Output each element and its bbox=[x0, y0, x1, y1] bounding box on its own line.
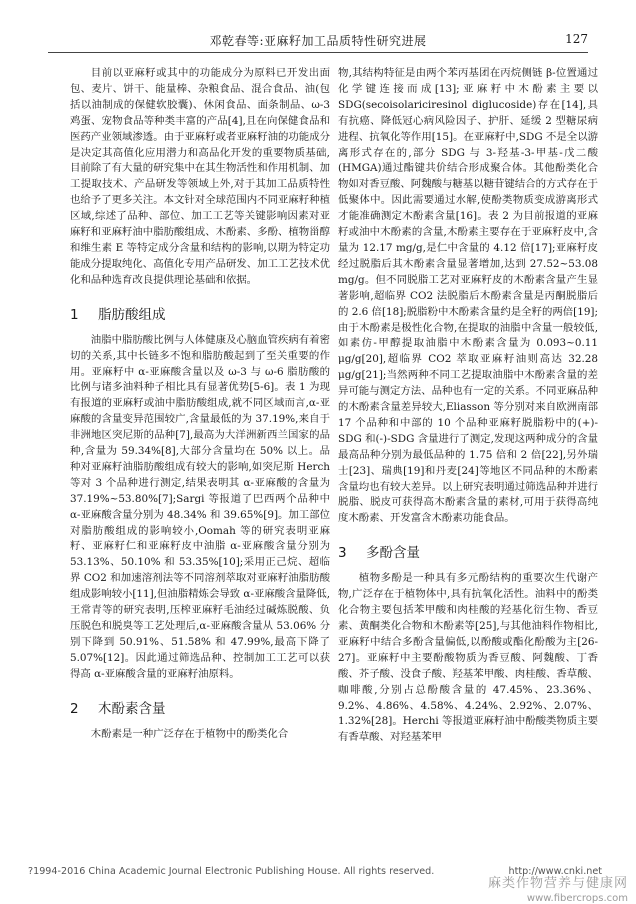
right-column bbox=[338, 66, 598, 746]
body-paragraph: 植物多酚是一种具有多元酚结构的重要次生代谢产物,广泛存在于植物体中,具有抗氧化活性。油料中的酚类化合物主要包括苯甲酸和肉桂酸的羟基化衍生物、香豆素、黄酮类化合物和木酚素等[25],与其他油料作物相比,亚麻籽中结合多酚含量偏低,以酚酸或酯化酚酸为主[26-27]。亚麻籽中主要酚酸物质为香豆酸、阿魏酸、丁香酸、芥子酸、没食子酸、羟基苯甲酸、肉桂酸、香草酸、咖啡酸,分别占总酚酸含量的 47.45%、23.36%、9.2%、4.86%、4.58%、4.24%、2.92%、2.07%、1.32%[28]。Herchi 等报道亚麻籽油中酚酸类物质主要有香草酸、对羟基苯甲 bbox=[338, 572, 598, 744]
section-number: 3 bbox=[338, 545, 347, 562]
page-header bbox=[48, 22, 588, 53]
section-title: 木酚素含量 bbox=[98, 700, 166, 717]
watermark-url: www.fibercrops.com bbox=[526, 893, 628, 904]
section-heading-3 bbox=[338, 541, 598, 561]
page-number: 127 bbox=[565, 32, 588, 46]
body-paragraph: 木酚素是一种广泛存在于植物中的酚类化合 bbox=[90, 727, 289, 740]
watermark bbox=[488, 872, 628, 904]
running-title: 邓乾春等:亚麻籽加工品质特性研究进展 bbox=[209, 34, 427, 48]
body-paragraph: 物,其结构特征是由两个苯丙基团在丙烷侧链 β-位置通过化学键连接而成[13];亚麻籽中木酚素主要以 SDG(secoisolariciresinol diglucoside)存在[14],具有抗癌、降低冠心病风险因子、护肝、延缓 2 型糖尿病进程、抗氧化等作用[15]。在亚麻籽中,SDG 不是全以游离形式存在的,部分 SDG 与 3-羟基-3-甲基-戊二酸(HMGA)通过酯键共价结合形成聚合体。其他酚类化合物如对香豆酸、阿魏酸与糖基以糖苷键结合的方式存在于低聚体中。因此需要通过水解,使酚类物质变成游离形式才能准确测定木酚素含量[16]。表 2 为目前报道的亚麻籽或油中木酚素的含量,木酚素主要存在于亚麻籽皮中,含量为 12.17 mg/g,是仁中含量的 4.12 倍[17];亚麻籽皮经过脱脂后其木酚素含量显著增加,达到 27.52~53.08 mg/g。但不同脱脂工艺对亚麻籽皮的木酚素含量产生显著影响,超临界 CO2 法脱脂后木酚素含量是丙酮脱脂后的 2.6 倍[18];脱脂粉中木酚素含量约是全籽的两倍[19];由于木酚素是极性化合物,在提取的油脂中含量一般较低,如素仿-甲醇提取油脂中木酚素含量为 0.093~0.11 μg/g[20],超临界 CO2 萃取亚麻籽油则高达 32.28 μg/g[21];当然两种不同工艺提取油脂中木酚素含量的差异可能与测定方法、品种也有一定的关系。不同亚麻品种的木酚素含量差异较大,Eliasson 等分别对来自欧洲南部 17 个品种和中部的 10 个品种亚麻籽脱脂粉中的(+)-SDG 和(-)-SDG 含量进行了测定,发现这两种成分的含量最高品种分别为最低品种的 1.75 倍和 2 倍[22],另外瑞士[23]、瑞典[19]和丹麦[24]等地区不同品种的木酚素含量均也有较大差异。以上研究表明通过筛选品种并进行脱脂、脱皮可获得高木酚素含量的素材,可用于获得高纯度木酚素、开发富含木酚素功能食品。 bbox=[338, 67, 598, 525]
section-title: 脂肪酸组成 bbox=[98, 306, 166, 323]
section-number: 2 bbox=[70, 700, 79, 717]
left-column bbox=[70, 66, 330, 743]
section-number: 1 bbox=[70, 306, 79, 323]
body-paragraph: 油脂中脂肪酸比例与人体健康及心脑血管疾病有着密切的关系,其中长链多不饱和脂肪酸起到了至关重要的作用。亚麻籽中 α-亚麻酸含量以及 ω-3 与 ω-6 脂肪酸的比例与诸多油料种子相比具有显著优势[5-6]。表 1 为现有报道的亚麻籽或油中脂肪酸组成,就不同区域而言,α-亚麻酸的含量变异范围较广,含量最低的为 37.19%,来自于非洲地区突尼斯的品种[7],最高为大洋洲新西兰国家的品种,含量为 59.34%[8],大部分含量均在 50% 以上。品种对亚麻籽油脂肪酸组成有较大的影响,如突尼斯 Herch 等对 3 个品种进行测定,结果表明其 α-亚麻酸的含量为 37.19%~53.80%[7];Sargi 等报道了巴西两个品种中 α-亚麻酸含量分别为 48.34% 和 39.65%[9]。加工部位对脂肪酸组成的影响较小,Oomah 等的研究表明亚麻籽、亚麻籽仁和亚麻籽皮中油脂 α-亚麻酸含量分别为 53.13%、50.10% 和 53.35%[10];采用正己烷、超临界 CO2 和加速溶剂法等不同溶剂萃取对亚麻籽油脂肪酸组成影响较小[11],但油脂精炼会导致 α-亚麻酸含量降低,王常青等的研究表明,压榨亚麻籽毛油经过碱炼脱酸、负压脱色和脱臭等工艺处理后,α-亚麻酸含量从 53.06% 分别下降到 50.91%、51.58% 和 47.99%,最高下降了 5.07%[12]。因此通过筛选品种、控制加工工艺可以获得高 α-亚麻酸含量的亚麻籽油原料。 bbox=[70, 333, 330, 680]
intro-paragraph: 目前以亚麻籽或其中的功能成分为原料已开发出面包、麦片、饼干、能量棒、杂粮食品、混合食品、油(包括以油制成的保健软胶囊)、休闲食品、面条制品、ω-3 鸡蛋、宠物食品等种类丰富的产品[4],且在向保健食品和医药产业领域渗透。由于亚麻籽或者亚麻籽油的功能成分是决定其高值化应用潜力和高品化开发的重要物质基础,目前除了有大量的研究集中在其生物活性和作用机制、加工提取技术、产品研发等领域上外,对于其加工品质特性也给予了更多关注。本文针对全球范围内不同亚麻籽种植区域,综述了品种、部位、加工工艺等关键影响因素对亚麻籽和亚麻籽油中脂肪酸组成、木酚素、多酚、植物甾醇和维生素 E 等特定成分含量和结构的影响,以期为特定功能成分提取纯化、高值化专用产品研发、加工工艺技术优化和品种选育改良提供理论基础和依据。 bbox=[70, 67, 330, 286]
section-heading-1 bbox=[70, 303, 330, 323]
section-heading-2 bbox=[70, 697, 330, 717]
website-link[interactable]: http://www.cnki.net bbox=[508, 866, 602, 877]
section-title: 多酚含量 bbox=[366, 545, 420, 562]
watermark-text: 麻类作物营养与健康网 bbox=[487, 876, 628, 891]
copyright-notice: ?1994-2016 China Academic Journal Electronic Publishing House. All rights reserved. bbox=[28, 866, 435, 877]
